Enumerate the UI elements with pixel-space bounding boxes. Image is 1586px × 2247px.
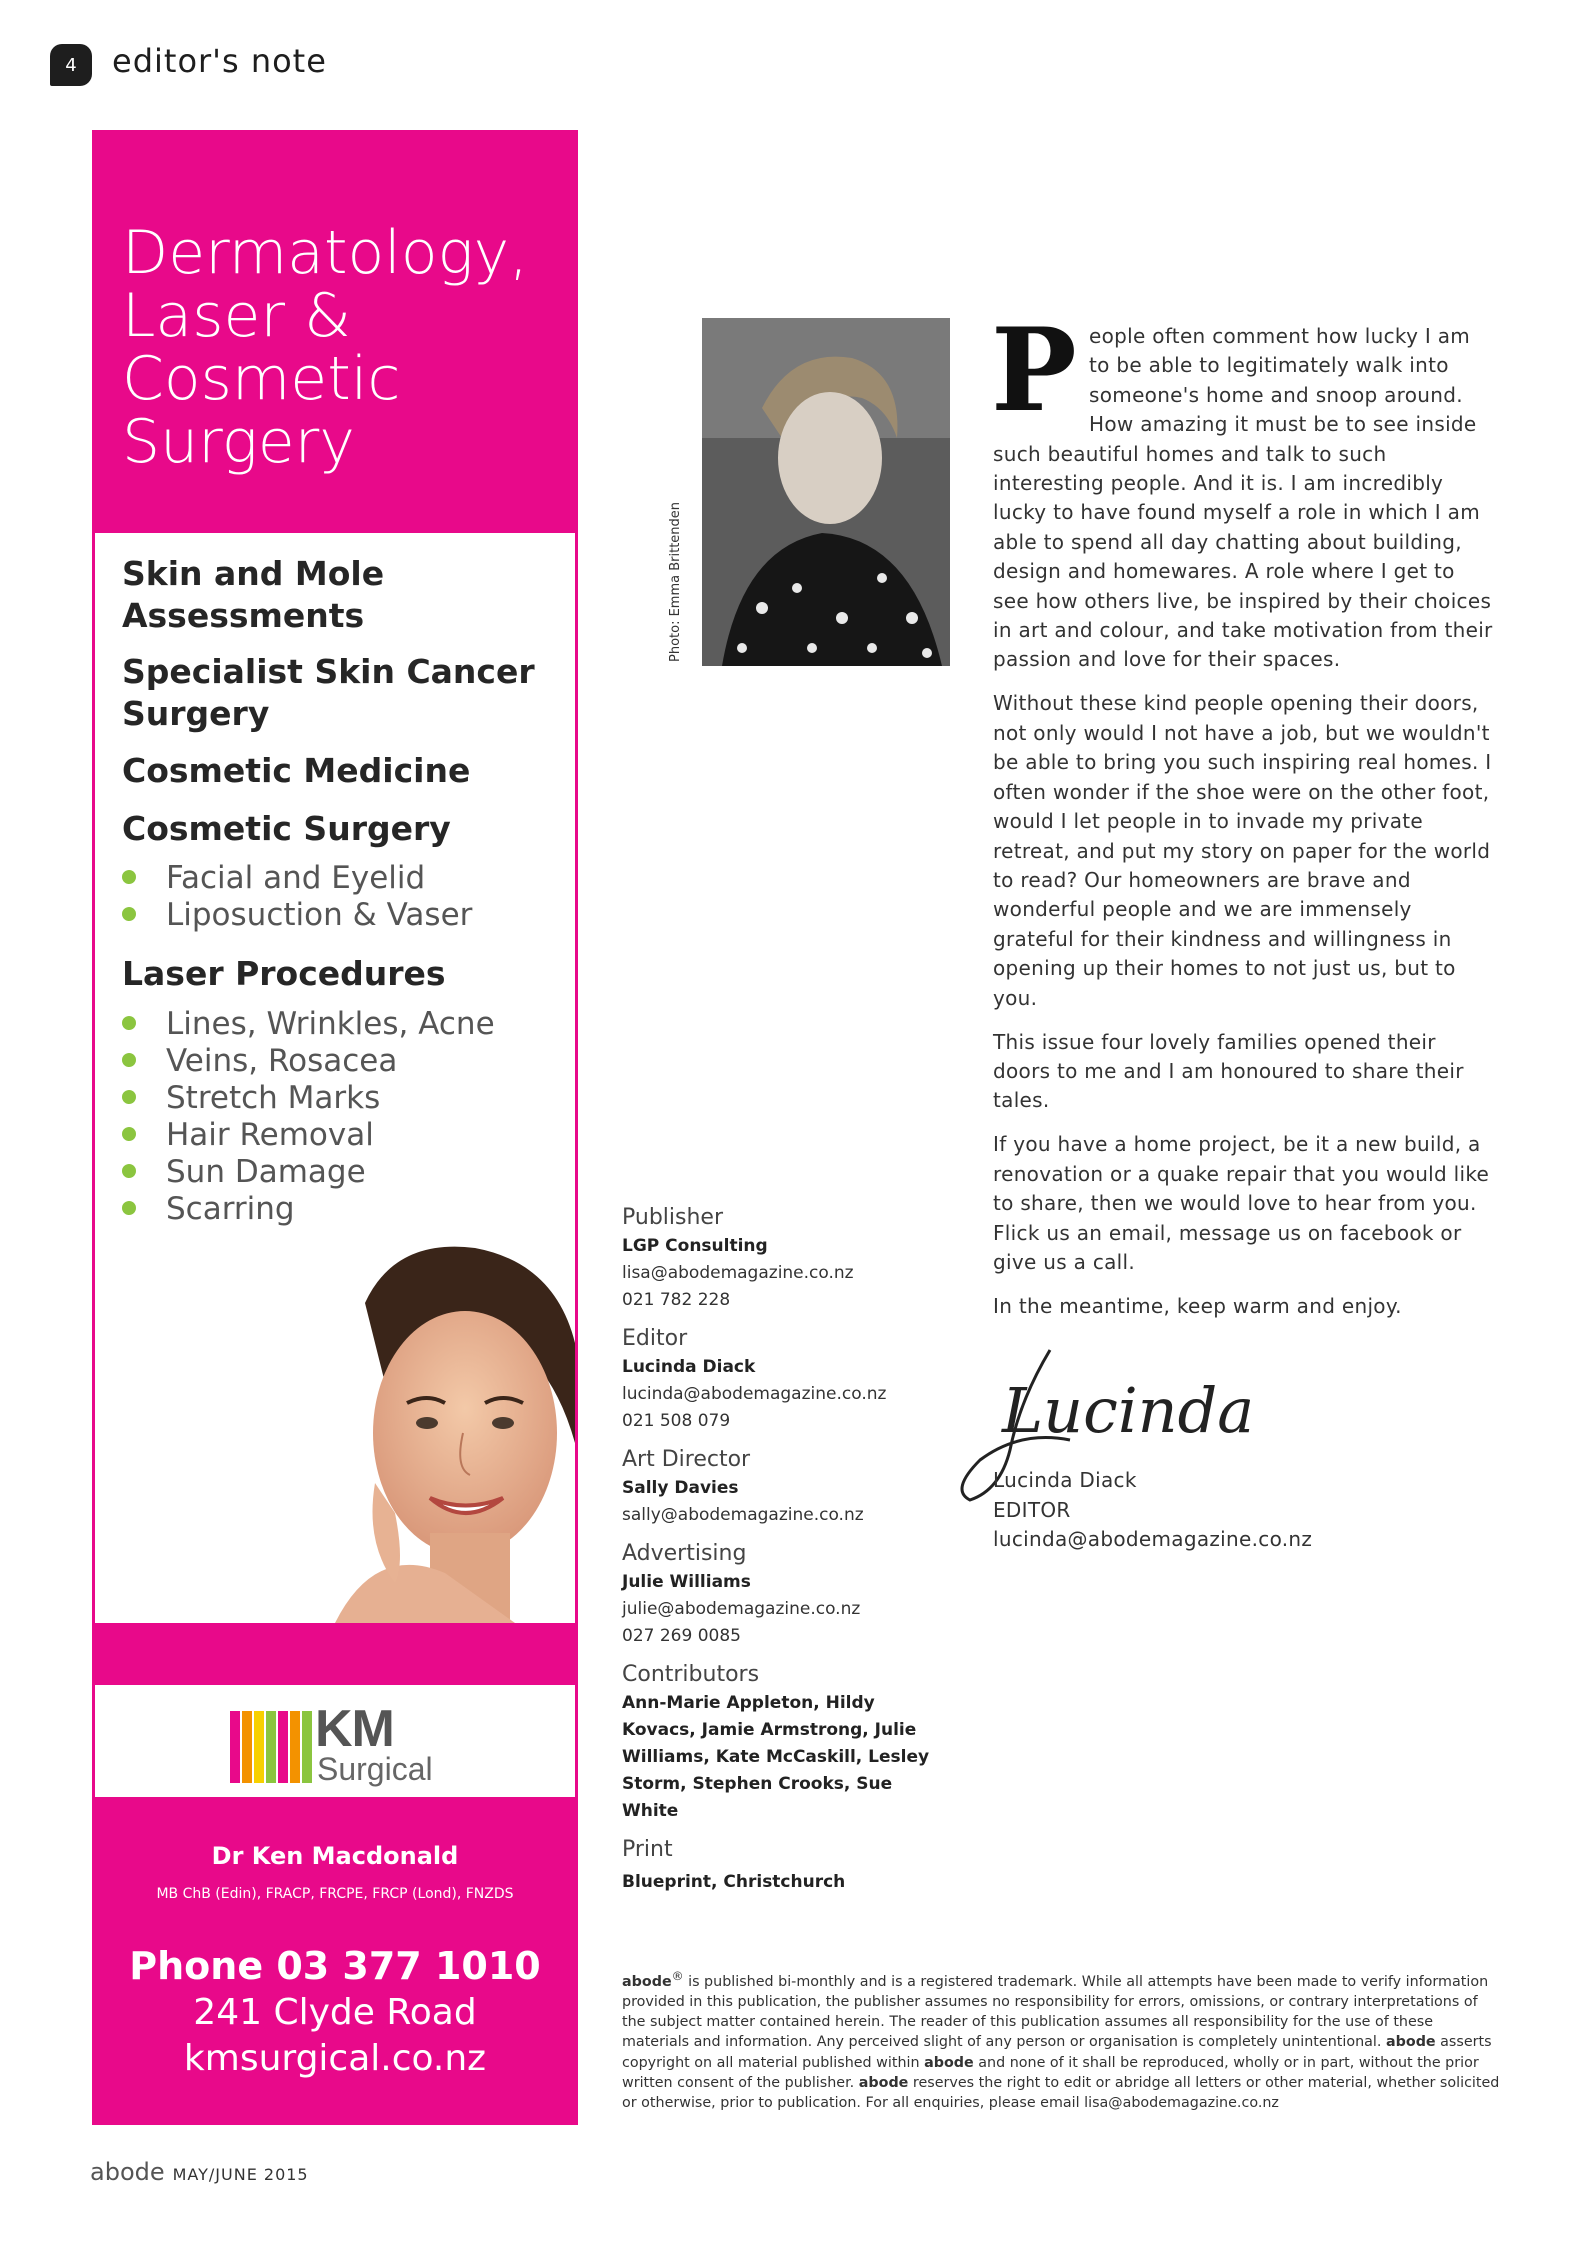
masthead-role: Art Director — [622, 1447, 751, 1472]
bullet-dot — [122, 1164, 136, 1178]
service-subitem: Scarring — [122, 1191, 295, 1228]
masthead-phone: 021 782 228 — [622, 1290, 731, 1310]
service-subitem: Veins, Rosacea — [122, 1043, 397, 1080]
drop-cap: P — [991, 303, 1078, 437]
bullet-dot — [122, 1053, 136, 1067]
signoff-name: Lucinda Diack — [993, 1468, 1137, 1492]
masthead-email: julie@abodemagazine.co.nz — [622, 1599, 861, 1619]
service-subitem: Hair Removal — [122, 1117, 374, 1154]
editorial-paragraph: In the meantime, keep warm and enjoy. — [993, 1293, 1402, 1318]
masthead-art-director — [622, 1445, 952, 1529]
editor-signoff — [993, 1466, 1312, 1555]
model-face-illustration — [335, 1243, 585, 1623]
masthead-name: Julie Williams — [622, 1572, 751, 1592]
ad-address: 241 Clyde Road — [193, 1992, 477, 2033]
masthead-publisher — [622, 1203, 952, 1314]
masthead-phone: 027 269 0085 — [622, 1626, 741, 1646]
service-subitem: Sun Damage — [122, 1154, 366, 1191]
masthead-advertising — [622, 1539, 952, 1650]
service-item: Specialist Skin Cancer Surgery — [122, 652, 535, 733]
footer-issue: MAY/JUNE 2015 — [172, 2165, 309, 2184]
svg-text:Lucinda: Lucinda — [1002, 1374, 1255, 1447]
editorial-paragraph: People often comment how lucky I am to be able to legitimately walk into someone's home and snoop around. How amazing it must be to see inside such beautiful homes and talk to such interesting people. And it is. I am incredibly lucky to have found myself a role in which I am able to spend all day chatting about building, design and homewares. A role where I get to see how others live, be inspired by their choices in art and colour, and take motivation from their passion and love for their spaces. — [991, 303, 1493, 672]
editorial-paragraph: Without these kind people opening their doors, not only would I not have a job, but we wouldn't be able to bring you such inspiring real homes. I often wonder if the shoe were on the other foot, would I let people in to invade my private retreat, and put my story on paper for the world to read? Our homeowners are brave and wonderful people and we are immensely grateful for their kindness and willingness in opening up their homes to not just us, but to you. — [993, 691, 1492, 1010]
km-surgical-ad — [92, 130, 578, 2125]
signoff-email: lucinda@abodemagazine.co.nz — [993, 1527, 1313, 1551]
bullet-dot — [122, 1127, 136, 1141]
masthead-role: Print — [622, 1837, 673, 1862]
masthead-name: Sally Davies — [622, 1478, 739, 1498]
masthead-contributors — [622, 1660, 952, 1825]
legal-disclaimer: abode® is published bi-monthly and is a registered trademark. While all attempts have been made to verify information provided in this publication, the publisher assumes no responsibility for errors, omissions, or contrary interpretations of the subject matter contained herein. The reader of this publication assumes all responsibility for the use of these materials and information. Any perceived slight of any person or organisation is completely unintentional. abode asserts copyright on all material published within abode and none of it shall be reproduced, wholly or in part, without the prior written consent of the publisher. abode reserves the right to edit or abridge all letters or other material, whether solicited or otherwise, prior to publication. For all enquiries, please email lisa@abodemagazine.co.nz — [622, 1969, 1500, 2111]
bullet-dot — [122, 907, 136, 921]
masthead — [622, 1203, 952, 1906]
service-item: Cosmetic Medicine — [122, 751, 471, 790]
ad-heading: Dermatology, Laser & Cosmetic Surgery — [122, 218, 529, 477]
bullet-dot — [122, 1201, 136, 1215]
service-subitem: Stretch Marks — [122, 1080, 380, 1117]
service-item: Laser Procedures — [122, 954, 446, 993]
bullet-dot — [122, 1016, 136, 1030]
service-item: Cosmetic Surgery — [122, 809, 451, 848]
logo-km-text: KM — [315, 1700, 394, 1758]
signoff-title: EDITOR — [993, 1497, 1071, 1522]
masthead-role: Publisher — [622, 1205, 723, 1230]
masthead-email: sally@abodemagazine.co.nz — [622, 1505, 864, 1525]
masthead-role: Contributors — [622, 1662, 760, 1687]
masthead-role: Editor — [622, 1326, 688, 1351]
masthead-role: Advertising — [622, 1541, 747, 1566]
logo-surgical-text: Surgical — [317, 1751, 433, 1787]
section-title: editor's note — [112, 42, 327, 80]
page-footer — [90, 2158, 309, 2186]
doctor-credentials: MB ChB (Edin), FRACP, FRCPE, FRCP (Lond), FNZDS — [156, 1886, 514, 1902]
km-surgical-logo — [95, 1685, 575, 1797]
masthead-phone: 021 508 079 — [622, 1411, 731, 1431]
service-subitem: Lines, Wrinkles, Acne — [122, 1006, 495, 1043]
photo-credit: Photo: Emma Brittenden — [668, 501, 683, 662]
ad-services-panel — [95, 533, 575, 1623]
doctor-name: Dr Ken Macdonald — [211, 1842, 459, 1870]
bullet-dot — [122, 870, 136, 884]
editor-photo — [702, 318, 950, 666]
masthead-email: lisa@abodemagazine.co.nz — [622, 1263, 854, 1283]
ad-phone: Phone 03 377 1010 — [129, 1944, 541, 1988]
editorial-paragraph: If you have a home project, be it a new build, a renovation or a quake repair that you would like to share, then we would love to hear from you. Flick us an email, message us on facebook or give us a call. — [993, 1132, 1490, 1274]
bullet-dot — [122, 1090, 136, 1104]
page-number-badge: 4 — [50, 44, 92, 86]
service-subitem: Liposuction & Vaser — [122, 897, 472, 934]
masthead-email: lucinda@abodemagazine.co.nz — [622, 1384, 887, 1404]
masthead-name: LGP Consulting — [622, 1236, 768, 1256]
editorial-text — [991, 303, 1493, 1336]
service-item: Skin and Mole Assessments — [122, 554, 385, 635]
ad-website: kmsurgical.co.nz — [183, 2038, 487, 2079]
masthead-name: Ann-Marie Appleton, Hildy Kovacs, Jamie Armstrong, Julie Williams, Kate McCaskill, Lesley Storm, Stephen Crooks, Sue White — [622, 1693, 930, 1821]
masthead-name: Blueprint, Christchurch — [622, 1872, 846, 1892]
footer-brand: abode — [90, 2158, 165, 2186]
service-subitem: Facial and Eyelid — [122, 860, 425, 897]
masthead-name: Lucinda Diack — [622, 1357, 756, 1377]
editorial-paragraph: This issue four lovely families opened their doors to me and I am honoured to share their tales. — [993, 1029, 1464, 1113]
masthead-print — [622, 1835, 952, 1896]
masthead-editor — [622, 1324, 952, 1435]
